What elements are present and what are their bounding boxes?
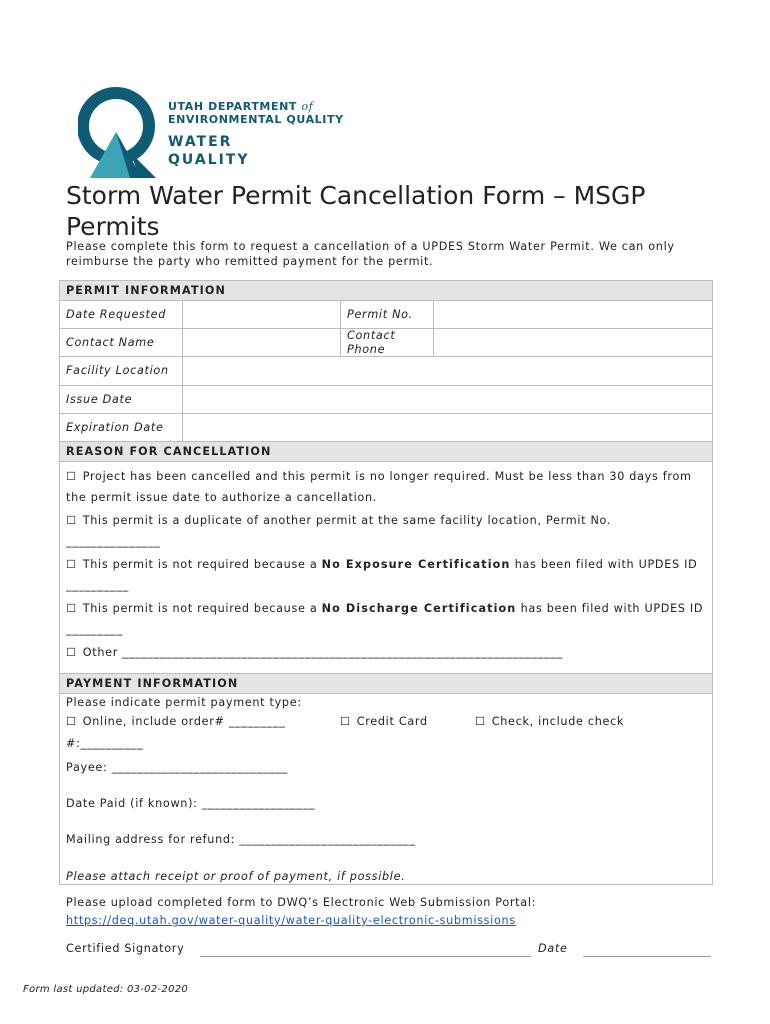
submission-portal-link[interactable]: https://deq.utah.gov/water-quality/water-quality-electronic-submissions — [66, 914, 516, 927]
date-requested-field[interactable] — [182, 301, 340, 328]
permit-row-5 — [60, 414, 712, 442]
signature-date-label: Date — [538, 942, 568, 955]
checkbox-icon[interactable]: ☐ — [340, 715, 351, 728]
intro-text: Please complete this form to request a cancellation of a UPDES Storm Water Permit. We can only reimburse the party who remitted payment for the permit. — [66, 240, 675, 268]
logo-org-line2: ENVIRONMENTAL QUALITY — [168, 113, 344, 126]
payment-heading: PAYMENT INFORMATION — [60, 674, 712, 694]
date-requested-label: Date Requested — [66, 307, 167, 321]
signature-line[interactable] — [200, 956, 531, 957]
permit-no-label: Permit No. — [340, 301, 433, 328]
reason-options — [60, 462, 712, 674]
reason-heading: REASON FOR CANCELLATION — [60, 442, 712, 462]
logo-wordmark — [168, 100, 344, 169]
issue-date-label: Issue Date — [66, 392, 133, 406]
checkbox-icon[interactable]: ☐ — [66, 715, 77, 728]
logo-division-line2: QUALITY — [168, 152, 250, 168]
logo-org-line1: UTAH DEPARTMENT of — [168, 100, 314, 113]
permit-row-2 — [60, 329, 712, 357]
form-last-updated: Form last updated: 03-02-2020 — [23, 984, 189, 995]
reason-option-2[interactable]: ☐ This permit is a duplicate of another permit at the same facility location, Permit No. _______________ — [66, 510, 706, 552]
checkbox-icon[interactable]: ☐ — [66, 514, 77, 527]
facility-location-field[interactable] — [182, 357, 712, 385]
logo-division-line1: WATER — [168, 134, 233, 150]
facility-location-label: Facility Location — [66, 364, 169, 377]
certified-signatory-label: Certified Signatory — [66, 942, 185, 955]
checkbox-icon[interactable]: ☐ — [66, 558, 77, 571]
cancellation-form — [59, 280, 713, 885]
contact-name-label: Contact Name — [66, 335, 155, 349]
payment-section — [60, 694, 712, 884]
page-title: Storm Water Permit Cancellation Form – MSGP Permits — [66, 181, 646, 241]
checkbox-icon[interactable]: ☐ — [66, 646, 77, 659]
upload-instructions — [66, 894, 536, 930]
attach-receipt-note: Please attach receipt or proof of payment, if possible. — [66, 870, 406, 883]
payment-credit-card-option[interactable]: ☐ Credit Card — [340, 715, 428, 728]
checkbox-icon[interactable]: ☐ — [475, 715, 486, 728]
expiration-date-label: Expiration Date — [66, 420, 164, 434]
payment-check-number: #:__________ — [66, 737, 144, 750]
payment-check-option[interactable]: ☐ Check, include check — [475, 715, 625, 728]
payee-field[interactable]: Payee: ____________________________ — [66, 761, 288, 774]
payment-type-prompt: Please indicate permit payment type: — [66, 696, 302, 709]
checkbox-icon[interactable]: ☐ — [66, 470, 77, 483]
permit-row-4 — [60, 386, 712, 414]
reason-option-5[interactable]: ☐ Other ______________________________________________________________________ — [66, 642, 706, 663]
issue-date-field[interactable] — [182, 386, 712, 413]
permit-no-field[interactable] — [433, 301, 712, 328]
reason-option-4[interactable]: ☐ This permit is not required because a No Discharge Certification has been filed with UPDES ID _________ — [66, 598, 706, 640]
date-paid-field[interactable]: Date Paid (if known): __________________ — [66, 797, 316, 810]
checkbox-icon[interactable]: ☐ — [66, 602, 77, 615]
reason-option-1[interactable]: ☐ Project has been cancelled and this permit is no longer required. Must be less than 30 days from the permit issue date to authorize a cancellation. — [66, 466, 706, 508]
contact-phone-field[interactable] — [433, 329, 712, 356]
reason-option-3[interactable]: ☐ This permit is not required because a No Exposure Certification has been filed with UPDES ID __________ — [66, 554, 706, 596]
permit-row-1 — [60, 301, 712, 329]
upload-text: Please upload completed form to DWQ’s Electronic Web Submission Portal: — [66, 896, 537, 909]
signature-date-line[interactable] — [583, 956, 711, 957]
payment-online-option[interactable]: ☐ Online, include order# _________ — [66, 715, 286, 728]
mailing-address-field[interactable]: Mailing address for refund: ____________________________ — [66, 833, 416, 846]
permit-row-3 — [60, 357, 712, 386]
permit-info-heading: PERMIT INFORMATION — [60, 281, 712, 301]
contact-name-field[interactable] — [182, 329, 340, 356]
expiration-date-field[interactable] — [182, 414, 712, 441]
contact-phone-label: Contact Phone — [340, 329, 433, 356]
